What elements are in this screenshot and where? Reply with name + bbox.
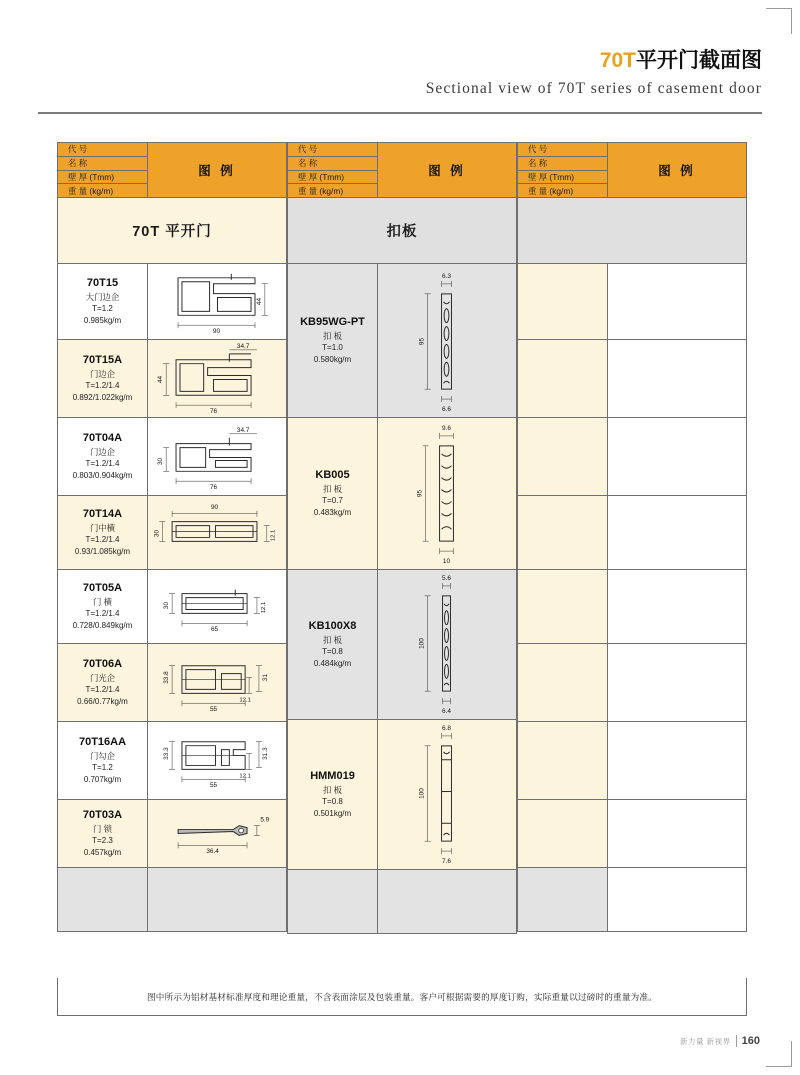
svg-text:5.9: 5.9 [260,816,270,824]
table-row [57,264,287,340]
row-info-blank [518,264,608,339]
page-subtitle: Sectional view of 70T series of casement door [425,80,762,97]
svg-text:36.4: 36.4 [206,848,219,856]
item-weight: 0.580kg/m [313,355,352,365]
row-figure-blank [608,722,746,799]
header-name: 名 称 [518,157,607,171]
item-code: 70T15A [82,353,123,366]
row-info [58,496,148,569]
row-info [58,340,148,417]
header-rule [38,112,762,114]
table-row-blank [57,868,287,932]
svg-text:6.6: 6.6 [442,405,451,413]
item-code: HMM019 [310,769,355,782]
table-row [287,418,517,570]
item-name: 门边企 [89,368,116,379]
svg-text:12.1: 12.1 [260,601,267,614]
item-weight: 0.66/0.77kg/m [77,697,128,707]
item-thickness: T=1.2/1.4 [85,685,120,695]
svg-text:34.7: 34.7 [236,426,250,434]
row-figure [378,720,516,869]
svg-text:10: 10 [442,557,451,565]
page-footer [680,1035,760,1047]
item-thickness: T=0.8 [322,797,343,807]
svg-text:6.3: 6.3 [442,272,451,280]
item-weight: 0.728/0.849kg/m [72,621,133,631]
item-name: 扣 板 [322,784,343,795]
svg-text:5.6: 5.6 [442,574,451,582]
item-code: 70T05A [82,581,123,594]
row-info-blank [288,870,378,933]
profile-drawing-kb005 [378,418,516,569]
svg-text:7.6: 7.6 [442,858,451,866]
item-weight: 0.457kg/m [83,848,122,858]
svg-text:33.3: 33.3 [163,747,171,760]
row-figure-blank [608,644,746,721]
row-figure-blank [608,340,746,417]
table-row [57,340,287,418]
profile-drawing-70t15a [148,340,286,417]
profile-drawing-70t14a [148,496,286,569]
profile-drawing-70t04a [148,418,286,495]
group-empty [517,142,747,934]
item-name: 大门边企 [85,291,120,302]
page-number: 160 [736,1035,760,1047]
row-figure [148,496,286,569]
row-info [58,264,148,339]
table-row-blank [517,570,747,644]
header-weight: 重 量 (kg/m) [68,185,114,196]
header-code: 代 号 [288,143,377,157]
header-code: 代 号 [58,143,147,157]
item-name: 门边企 [89,446,116,457]
table-row [57,644,287,722]
header-thickness: 壁 厚 (Tmm) [58,171,147,185]
item-weight: 0.483kg/m [313,508,352,518]
group-70t-casement-door [57,142,287,934]
profile-drawing-70t05a [148,570,286,643]
table-row-blank [517,644,747,722]
group-2-header [287,142,517,198]
table-row [57,418,287,496]
group-1-header-labels [57,142,147,198]
row-figure-blank [608,418,746,495]
item-thickness: T=1.0 [322,343,343,353]
header-weight: 重 量 (kg/m) [298,185,344,196]
row-figure-blank [608,800,746,867]
table-row-blank [517,800,747,868]
row-info-blank [518,496,608,569]
table-row-blank [517,264,747,340]
item-name: 门中横 [89,522,116,533]
table-row [57,496,287,570]
svg-text:12.1: 12.1 [239,697,251,704]
item-thickness: T=0.7 [322,496,343,506]
svg-text:65: 65 [210,626,219,634]
item-thickness: T=1.2/1.4 [85,459,120,469]
item-name: 扣 板 [322,483,343,494]
row-figure-blank [608,496,746,569]
page-title-highlight: 70T [599,49,636,72]
item-name: 门 横 [92,596,113,607]
brand-text: 新力量 新视界 [680,1037,731,1046]
row-figure [378,570,516,719]
svg-text:90: 90 [210,503,219,511]
item-name: 门勾企 [89,750,116,761]
row-info [58,570,148,643]
group-1-title: 70T 平开门 [57,198,287,264]
table-header-row [57,142,747,934]
svg-text:30: 30 [157,457,165,466]
table-row [287,570,517,720]
svg-text:34.7: 34.7 [236,342,250,350]
row-figure [148,800,286,867]
row-info [58,800,148,867]
header-figure: 图 例 [607,142,747,198]
header-thickness: 壁 厚 (Tmm) [288,171,377,185]
svg-text:100: 100 [418,788,426,799]
spec-table [57,142,747,934]
svg-text:31: 31 [261,673,269,682]
svg-text:90: 90 [212,328,221,336]
table-row [57,722,287,800]
row-info-blank [518,722,608,799]
profile-drawing-hmm019 [378,720,516,869]
item-thickness: T=0.8 [322,647,343,657]
svg-text:95: 95 [418,337,426,346]
table-row-blank [517,722,747,800]
row-figure-blank [608,570,746,643]
row-info-blank [518,340,608,417]
table-row-blank [517,418,747,496]
table-row-blank [517,868,747,932]
row-info [58,644,148,721]
profile-drawing-70t06a [148,644,286,721]
table-row [57,570,287,644]
row-figure [148,264,286,339]
row-figure [378,264,516,417]
page-title-rest: 平开门截面图 [636,49,762,72]
table-row [287,720,517,870]
row-info-blank [58,868,148,931]
svg-text:12.1: 12.1 [270,529,277,542]
item-code: 70T06A [82,657,123,670]
row-figure [378,418,516,569]
row-info [288,570,378,719]
row-figure-blank [378,870,516,933]
item-name: 扣 板 [322,634,343,645]
svg-text:55: 55 [209,782,218,790]
item-thickness: T=1.2/1.4 [85,609,120,619]
page-title [426,44,762,74]
item-weight: 0.707kg/m [83,775,122,785]
header-thickness: 壁 厚 (Tmm) [518,171,607,185]
row-info [58,722,148,799]
svg-text:6.8: 6.8 [442,724,451,732]
row-figure [148,644,286,721]
row-figure-blank [148,868,286,931]
row-info-blank [518,418,608,495]
item-thickness: T=1.2 [92,304,113,314]
item-weight: 0.892/1.022kg/m [72,393,133,403]
item-thickness: T=1.2 [92,763,113,773]
group-2-title: 扣板 [287,198,517,264]
row-figure [148,570,286,643]
crop-mark-top-right [766,8,792,34]
header-weight: 重 量 (kg/m) [528,185,574,196]
svg-text:12.1: 12.1 [239,773,251,780]
row-info [288,264,378,417]
group-2-header-labels [287,142,377,198]
svg-text:30: 30 [163,601,171,610]
svg-text:31.3: 31.3 [261,747,269,760]
svg-text:76: 76 [209,484,218,492]
row-figure [148,722,286,799]
header-name: 名 称 [288,157,377,171]
item-code: 70T16AA [78,735,127,748]
row-info [288,720,378,869]
row-info [288,418,378,569]
item-weight: 0.985kg/m [83,316,122,326]
table-row [57,800,287,868]
item-weight: 0.803/0.904kg/m [72,471,133,481]
item-weight: 0.484kg/m [313,659,352,669]
group-kou-ban [287,142,517,934]
svg-text:95: 95 [416,489,424,498]
group-3-header [517,142,747,198]
table-row-blank [287,870,517,934]
item-name: 扣 板 [322,330,343,341]
row-figure-blank [608,868,746,931]
item-code: KB95WG-PT [300,315,365,328]
profile-drawing-kb100x8 [378,570,516,719]
header-figure: 图 例 [147,142,287,198]
group-1-header [57,142,287,198]
svg-text:76: 76 [209,408,218,416]
profile-drawing-70t03a [148,800,286,867]
svg-text:55: 55 [209,706,218,714]
item-thickness: T=1.2/1.4 [85,535,120,545]
item-weight: 0.93/1.085kg/m [74,547,131,557]
table-row-blank [517,340,747,418]
table-row [287,264,517,418]
svg-text:44: 44 [255,297,263,306]
profile-drawing-kb95wgpt [378,264,516,417]
row-figure [148,340,286,417]
footer-note-text: 图中所示为铝材基材标准厚度和理论重量，不含表面涂层及包装重量。客户可根据需要的厚度订购，实际重量以过磅时的重量为准。 [146,991,658,1002]
row-info-blank [518,570,608,643]
item-code: 70T14A [82,507,123,520]
item-code: 70T03A [82,808,123,821]
item-thickness: T=1.2/1.4 [85,381,120,391]
svg-text:9.6: 9.6 [442,424,451,432]
table-row-blank [517,496,747,570]
svg-text:6.4: 6.4 [442,708,451,716]
footer-note [57,978,747,1016]
row-info [58,418,148,495]
header-name: 名 称 [58,157,147,171]
group-3-header-labels [517,142,607,198]
header-code: 代 号 [518,143,607,157]
row-figure [148,418,286,495]
row-info-blank [518,868,608,931]
row-figure-blank [608,264,746,339]
crop-mark-bottom-right [766,1041,792,1067]
item-weight: 0.501kg/m [313,809,352,819]
svg-text:30: 30 [153,529,161,538]
row-info-blank [518,644,608,721]
page-header [426,44,762,98]
item-code: 70T15 [86,276,119,289]
svg-text:100: 100 [418,638,426,649]
row-info-blank [518,800,608,867]
group-3-title [517,198,747,264]
item-thickness: T=2.3 [92,836,113,846]
profile-drawing-70t15 [148,264,286,339]
profile-drawing-70t16aa [148,722,286,799]
item-name: 门 锁 [92,823,113,834]
item-name: 门光企 [89,672,116,683]
svg-text:44: 44 [157,375,165,384]
item-code: 70T04A [82,431,123,444]
svg-text:33.8: 33.8 [163,671,171,684]
item-code: KB005 [315,468,350,481]
item-code: KB100X8 [308,619,357,632]
header-figure: 图 例 [377,142,517,198]
